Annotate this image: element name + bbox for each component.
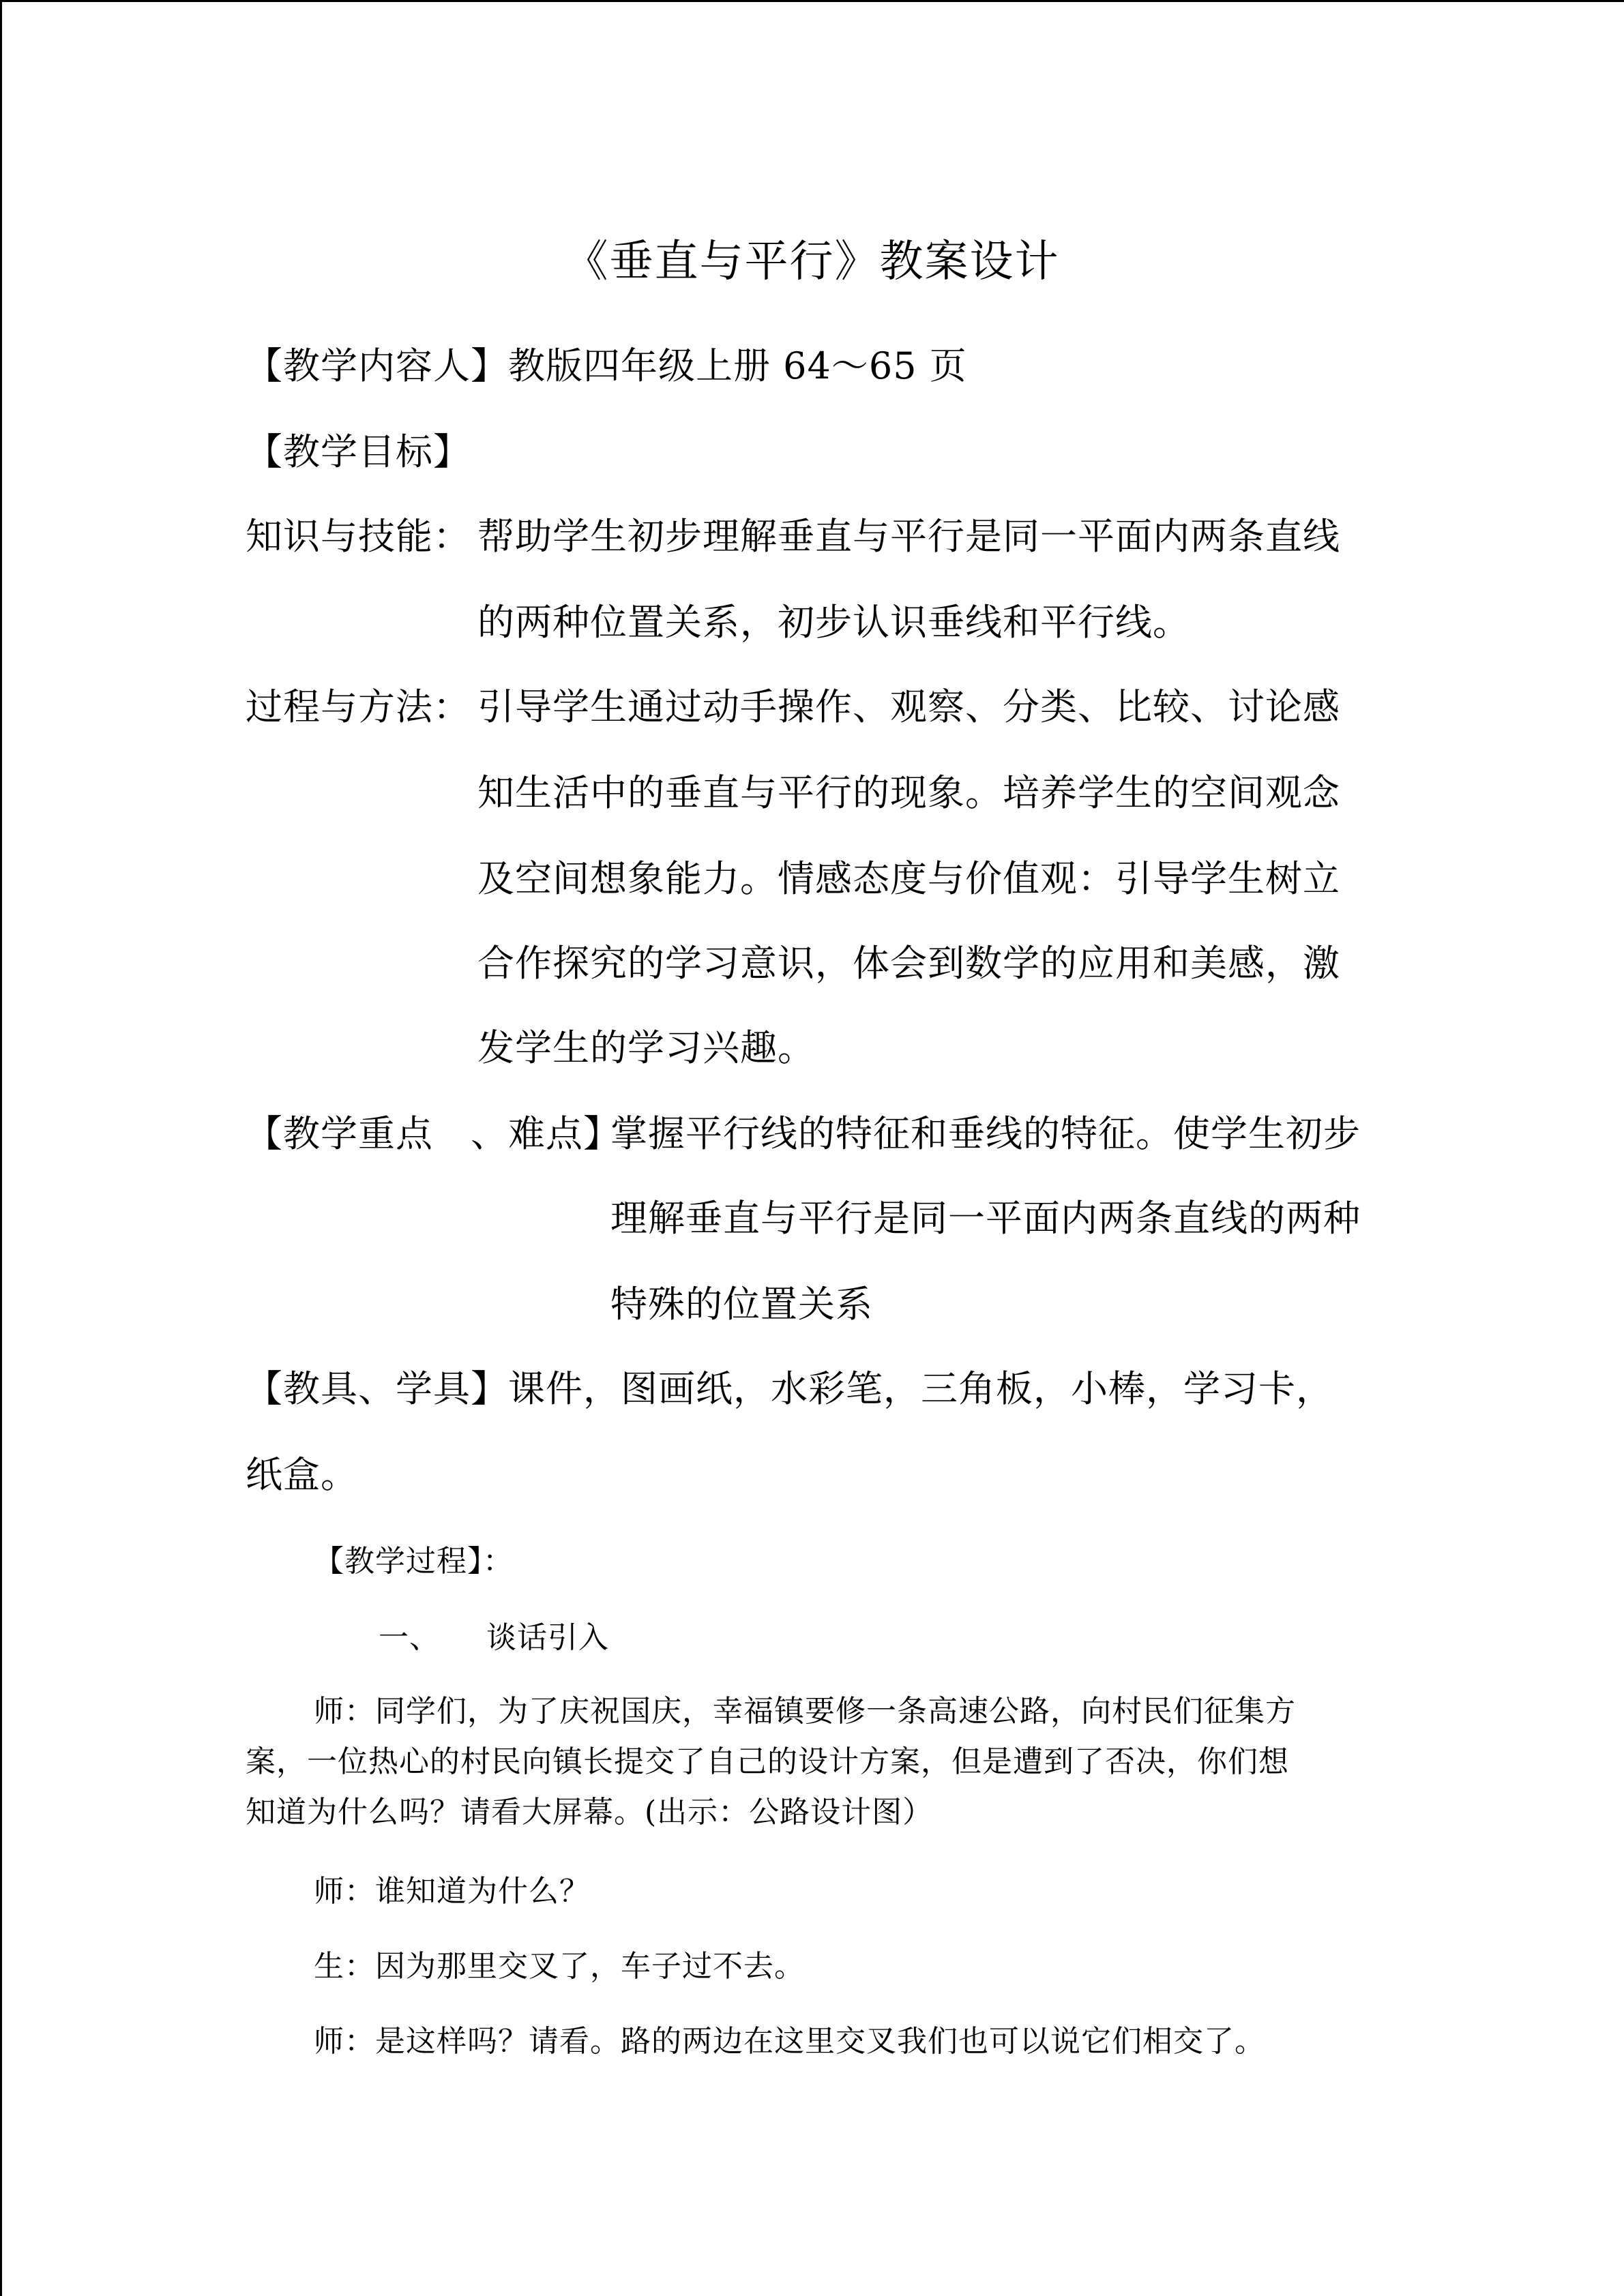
tools-line: 【教具、学具】课件，图画纸，水彩笔，三角板，小棒，学习卡， — [246, 1367, 1333, 1410]
document-title: 《垂直与平行》教案设计 — [564, 237, 1060, 287]
process-method-line: 合作探究的学习意识，体会到数学的应用和美感，激 — [477, 942, 1340, 985]
process-method-line: 知生活中的垂直与平行的现象。培养学生的空间观念 — [477, 771, 1340, 814]
process-method-line: 引导学生通过动手操作、观察、分类、比较、讨论感 — [477, 685, 1340, 728]
paragraph-line: 案，一位热心的村民向镇长提交了自己的设计方案，但是遭到了否决，你们想 — [246, 1744, 1289, 1779]
dialog-line: 师：是这样吗？请看。路的两边在这里交叉我们也可以说它们相交了。 — [314, 2024, 1265, 2059]
key-points-line: 掌握平行线的特征和垂线的特征。使学生初步 — [610, 1112, 1361, 1155]
key-points-line: 特殊的位置关系 — [610, 1283, 873, 1326]
process-method-line: 发学生的学习兴趣。 — [477, 1026, 815, 1069]
paragraph-line: 师：同学们，为了庆祝国庆，幸福镇要修一条高速公路，向村民们征集方 — [314, 1694, 1296, 1729]
objectives-heading: 【教学目标】 — [246, 430, 471, 473]
teaching-process-heading: 【教学过程】： — [314, 1544, 514, 1579]
page-left-border — [0, 0, 2, 2296]
key-points-label: 【教学重点 、难点】 — [246, 1112, 621, 1155]
key-points-line: 理解垂直与平行是同一平面内两条直线的两种 — [610, 1197, 1361, 1240]
dialog-line: 生：因为那里交叉了，车子过不去。 — [314, 1949, 805, 1984]
knowledge-line: 的两种位置关系，初步认识垂线和平行线。 — [477, 601, 1190, 644]
process-method-label: 过程与方法： — [246, 685, 471, 728]
dialog-line: 师：谁知道为什么？ — [314, 1874, 590, 1909]
section-heading: 一、 谈话引入 — [379, 1620, 609, 1655]
knowledge-line: 帮助学生初步理解垂直与平行是同一平面内两条直线 — [477, 515, 1340, 558]
paragraph-line: 知道为什么吗？请看大屏幕。(出示：公路设计图） — [246, 1795, 934, 1830]
page-top-border — [0, 0, 1624, 3]
teaching-content-line: 【教学内容人】教版四年级上册 64～65 页 — [246, 344, 967, 387]
tools-line: 纸盒。 — [246, 1453, 358, 1496]
process-method-line: 及空间想象能力。情感态度与价值观：引导学生树立 — [477, 857, 1340, 900]
knowledge-label: 知识与技能： — [246, 515, 471, 558]
